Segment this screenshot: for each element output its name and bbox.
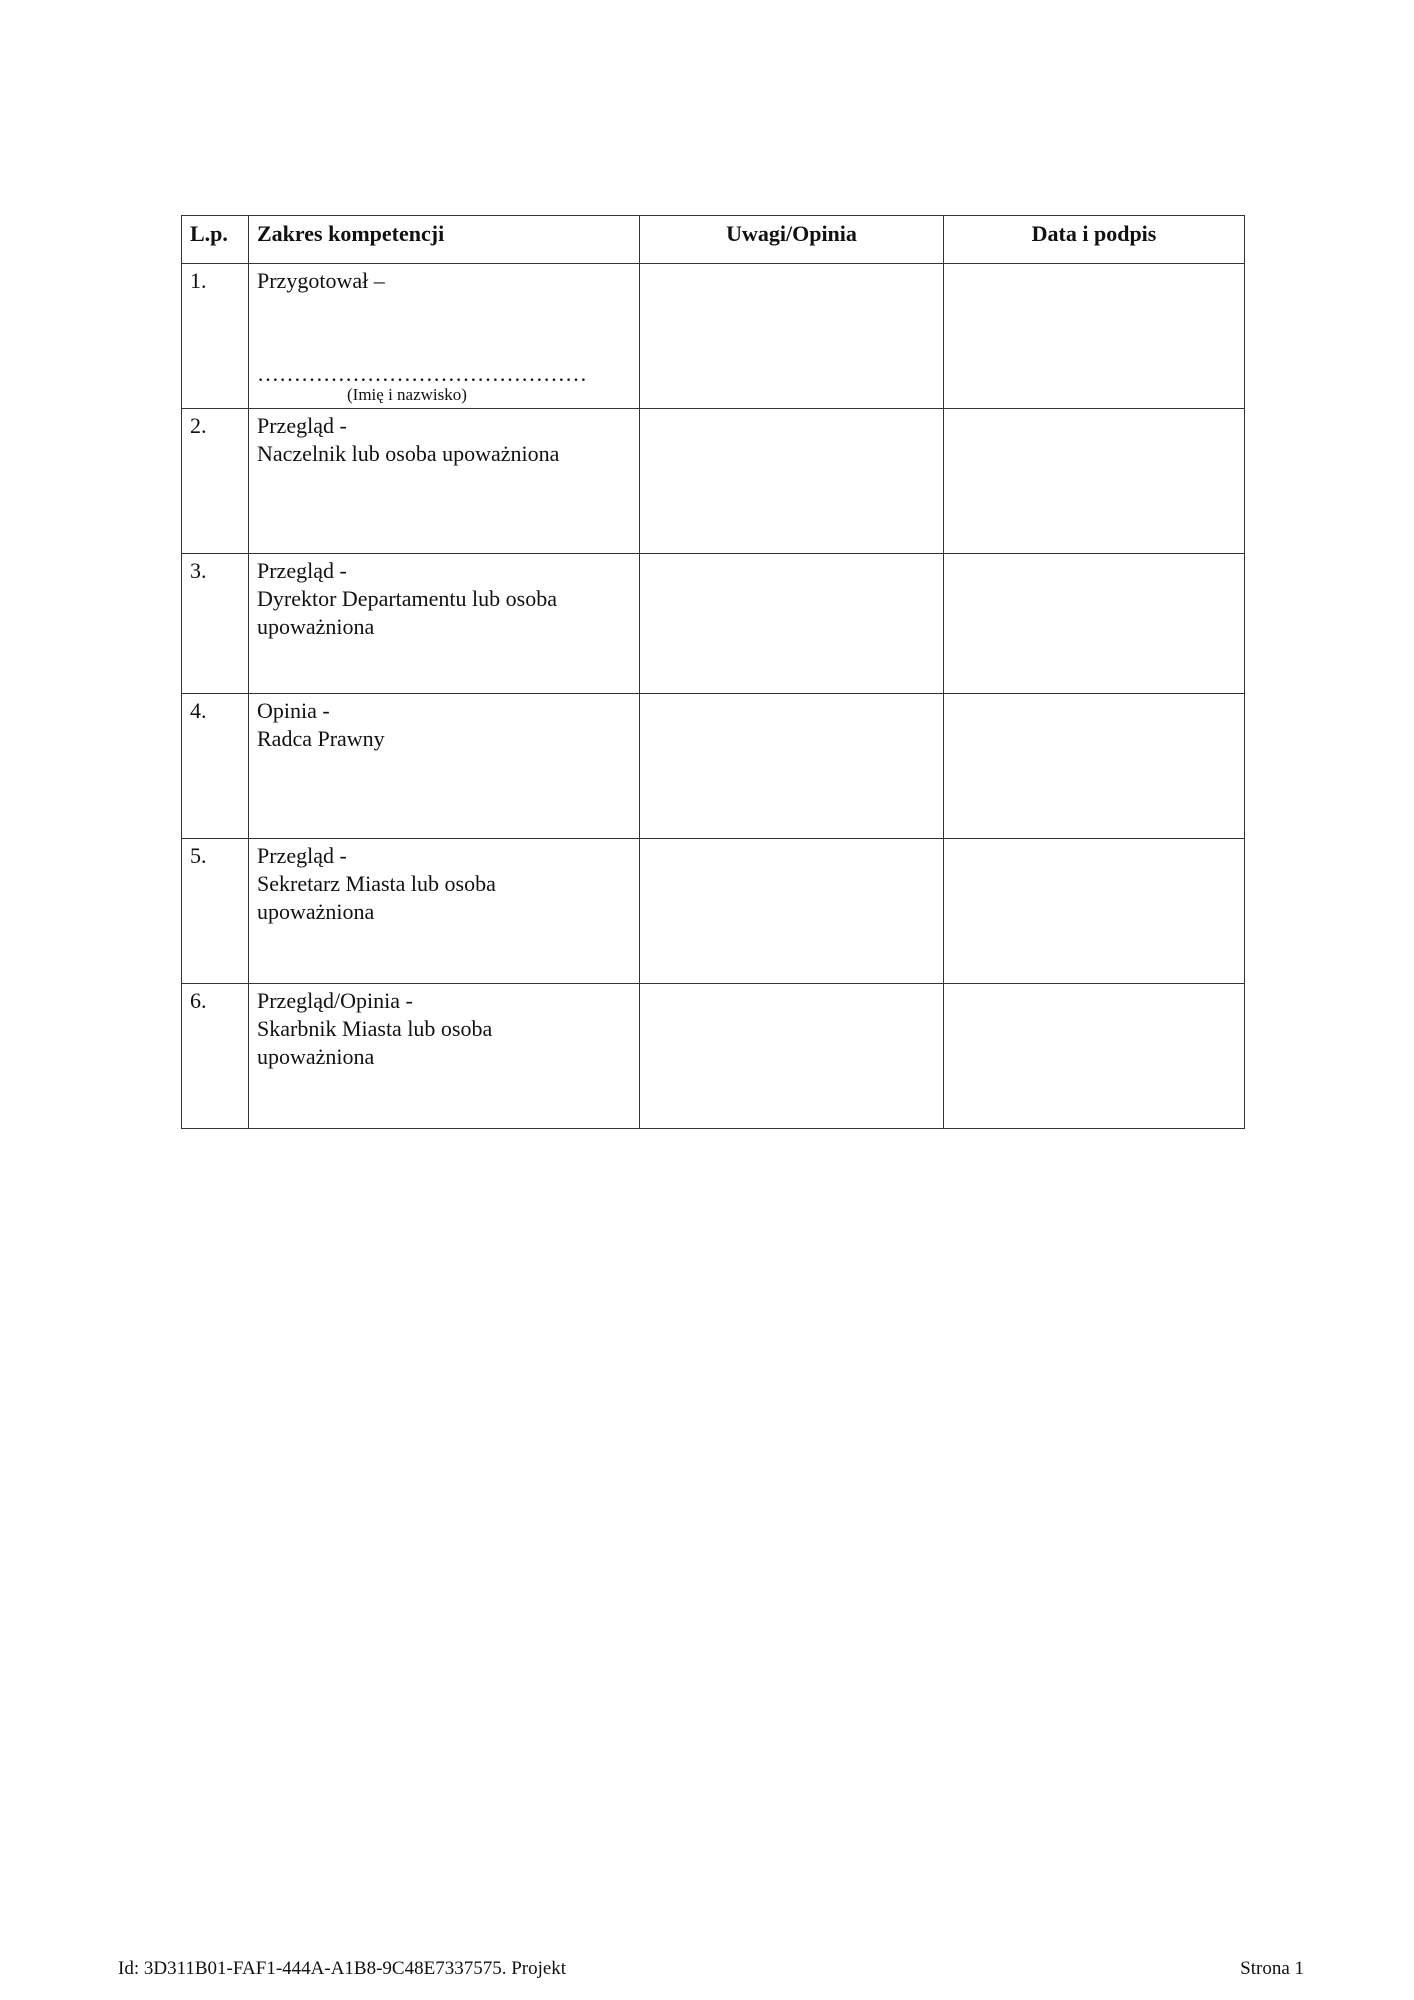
footer-page-number: Strona 1 bbox=[1240, 1958, 1304, 1979]
scope-line: Skarbnik Miasta lub osoba bbox=[257, 1016, 493, 1041]
scope-cell bbox=[249, 264, 640, 409]
notes-cell[interactable] bbox=[640, 554, 944, 694]
notes-cell[interactable] bbox=[640, 839, 944, 984]
table-row bbox=[182, 554, 1245, 694]
scope-line: Opinia - bbox=[257, 698, 330, 723]
signature-cell[interactable] bbox=[944, 984, 1245, 1129]
scope-line: Przegląd - bbox=[257, 843, 347, 868]
footer-document-id: Id: 3D311B01-FAF1-444A-A1B8-9C48E7337575. Projekt bbox=[118, 1958, 567, 1979]
signature-cell[interactable] bbox=[944, 409, 1245, 554]
header-scope: Zakres kompetencji bbox=[249, 216, 640, 264]
scope-line: Przygotował – bbox=[257, 268, 385, 293]
scope-line: Radca Prawny bbox=[257, 726, 385, 751]
notes-cell[interactable] bbox=[640, 694, 944, 839]
approval-table bbox=[181, 215, 1245, 1129]
header-lp: L.p. bbox=[182, 216, 249, 264]
header-date-signature: Data i podpis bbox=[944, 216, 1245, 264]
scope-cell bbox=[249, 554, 640, 694]
signature-cell[interactable] bbox=[944, 839, 1245, 984]
scope-line: Naczelnik lub osoba upoważniona bbox=[257, 441, 560, 466]
table-row bbox=[182, 409, 1245, 554]
row-number: 2. bbox=[182, 409, 249, 554]
scope-cell bbox=[249, 409, 640, 554]
scope-cell bbox=[249, 694, 640, 839]
scope-line: upoważniona bbox=[257, 1044, 375, 1069]
scope-line: Przegląd - bbox=[257, 558, 347, 583]
table-row bbox=[182, 264, 1245, 409]
notes-cell[interactable] bbox=[640, 409, 944, 554]
name-caption: (Imię i nazwisko) bbox=[347, 385, 467, 404]
scope-line: Dyrektor Departamentu lub osoba bbox=[257, 586, 557, 611]
header-notes: Uwagi/Opinia bbox=[640, 216, 944, 264]
table-row bbox=[182, 694, 1245, 839]
signature-cell[interactable] bbox=[944, 554, 1245, 694]
signature-cell[interactable] bbox=[944, 694, 1245, 839]
scope-line: Sekretarz Miasta lub osoba bbox=[257, 871, 496, 896]
row-number: 5. bbox=[182, 839, 249, 984]
row-number: 1. bbox=[182, 264, 249, 409]
table-row bbox=[182, 839, 1245, 984]
scope-line: Przegląd/Opinia - bbox=[257, 988, 413, 1013]
scope-cell bbox=[249, 984, 640, 1129]
row-number: 6. bbox=[182, 984, 249, 1129]
scope-line: upoważniona bbox=[257, 899, 375, 924]
scope-line: upoważniona bbox=[257, 614, 375, 639]
row-number: 4. bbox=[182, 694, 249, 839]
notes-cell[interactable] bbox=[640, 984, 944, 1129]
row-number: 3. bbox=[182, 554, 249, 694]
table-row bbox=[182, 984, 1245, 1129]
table-header-row bbox=[182, 216, 1245, 264]
scope-cell bbox=[249, 839, 640, 984]
scope-line: Przegląd - bbox=[257, 413, 347, 438]
notes-cell[interactable] bbox=[640, 264, 944, 409]
name-dotted-line: ……………………………………… bbox=[257, 361, 587, 386]
signature-cell[interactable] bbox=[944, 264, 1245, 409]
